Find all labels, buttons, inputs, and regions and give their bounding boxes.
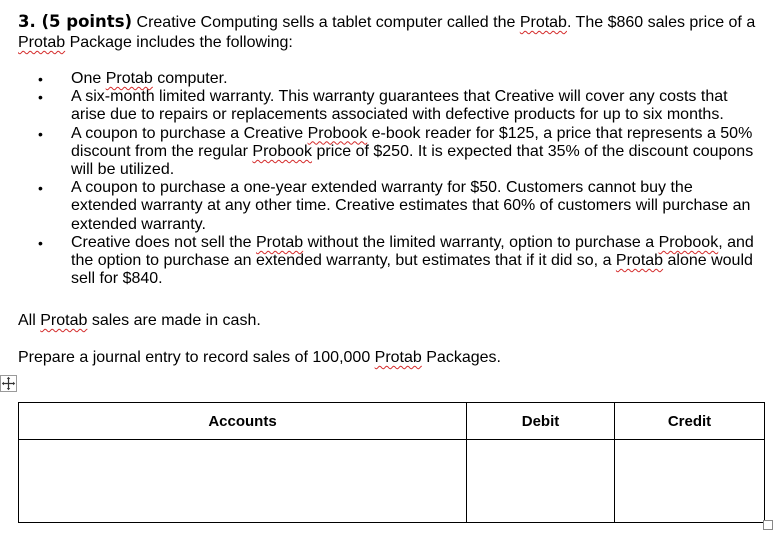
move-handle-icon[interactable] [0, 375, 17, 392]
spelling-flag-protab: Protab [615, 252, 664, 270]
column-header-credit: Credit [615, 403, 765, 440]
spelling-flag-probook: Probook [658, 233, 719, 251]
bullet-icon: • [38, 89, 43, 106]
table-row [19, 440, 765, 523]
list-item: • Creative does not sell the Protab without the limited warranty, option to purchase a Probook, and the option to purchase an extended warranty, but estimates that if it did so, a Protab alone would sell for $840. [38, 233, 754, 288]
spelling-flag-protab: Protab [40, 312, 88, 329]
resize-handle-icon[interactable] [763, 520, 773, 530]
package-contents-list [18, 70, 762, 288]
spelling-flag-protab: Protab [519, 14, 567, 31]
credit-cell[interactable] [615, 440, 765, 523]
spelling-flag-probook: Probook [307, 124, 368, 142]
question-number: 3. (5 points) [18, 12, 133, 31]
table-header-row [19, 403, 765, 440]
intro-text-1: Creative Computing sells a tablet computer called the [132, 14, 520, 31]
spelling-flag-protab: Protab [256, 233, 304, 251]
intro-text-3: Package includes the following: [65, 34, 293, 51]
bullet-icon: • [38, 71, 43, 87]
intro-text-2: . The $860 sales price of a [566, 14, 756, 31]
bullet-icon: • [38, 180, 43, 197]
cash-note: All Protab sales are made in cash. [18, 312, 261, 329]
debit-cell[interactable] [467, 440, 615, 523]
column-header-debit: Debit [467, 403, 615, 440]
list-item: • A coupon to purchase a Creative Probook e-book reader for $125, a price that represents a 50% discount from the regular Probook price of $250. It is expected that 35% of the discount coupons will be utilized. [38, 124, 754, 179]
accounts-cell[interactable] [19, 440, 467, 523]
list-item: • A coupon to purchase a one-year extended warranty for $50. Customers cannot buy the extended warranty at any other time. Creative estimates that 60% of customers will purchase an extended warranty. [38, 179, 751, 233]
column-header-accounts: Accounts [19, 403, 467, 440]
journal-prompt: Prepare a journal entry to record sales of 100,000 Protab Packages. [18, 349, 501, 366]
spelling-flag-protab: Protab [18, 34, 66, 51]
spelling-flag-protab: Protab [374, 349, 422, 366]
question-header [18, 12, 770, 53]
spelling-flag-probook: Probook [252, 142, 313, 160]
bullet-icon: • [38, 125, 43, 142]
list-item: • One Protab computer. [38, 70, 228, 87]
list-item: • A six-month limited warranty. This warranty guarantees that Creative will cover any costs that arise due to repairs or replacements associated with defective products for up to six months. [38, 88, 728, 124]
bullet-icon: • [38, 234, 43, 251]
spelling-flag-protab: Protab [105, 70, 153, 87]
journal-entry-table [18, 402, 765, 523]
